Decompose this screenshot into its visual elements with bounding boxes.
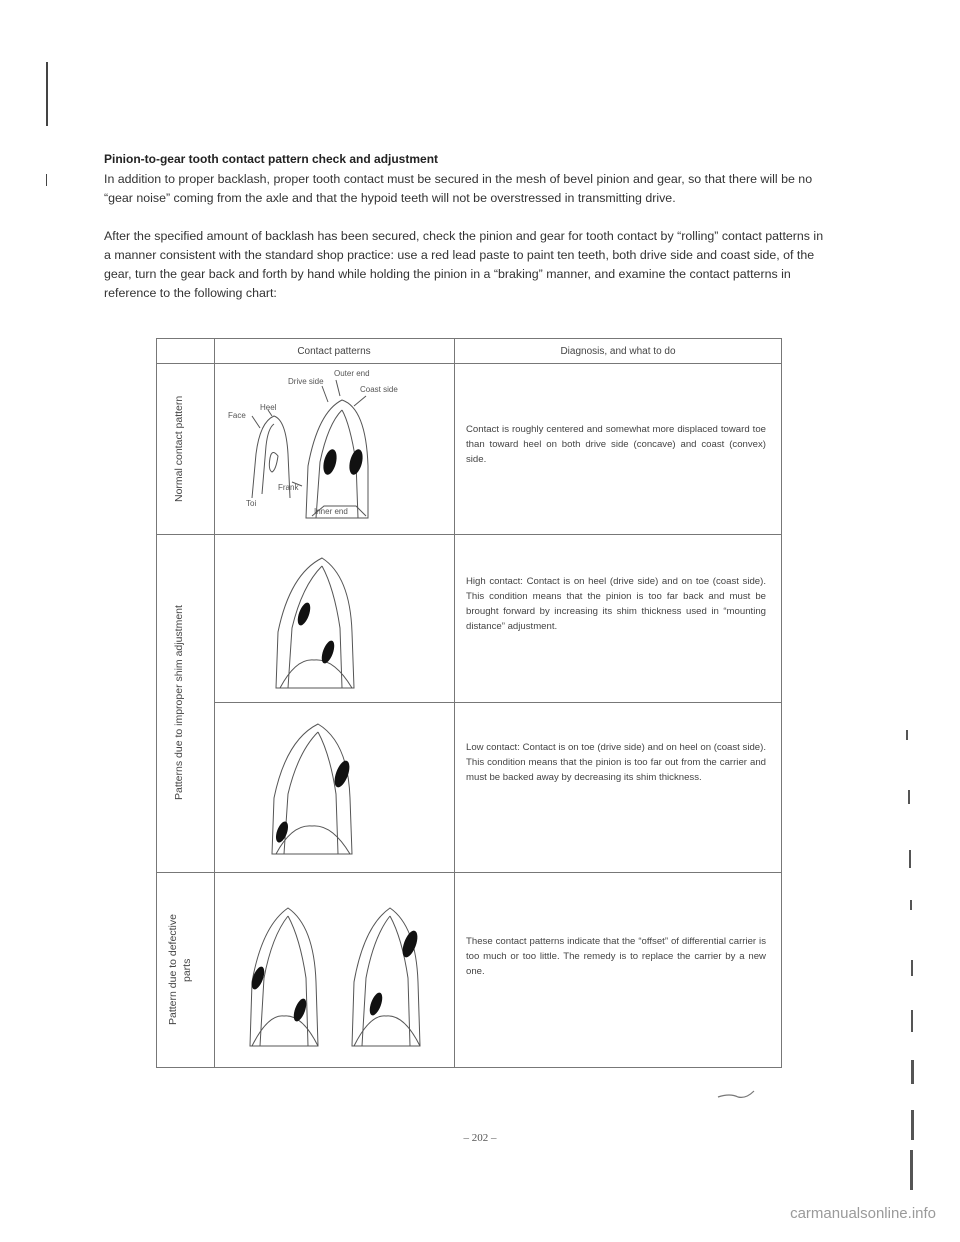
contact-pattern-chart bbox=[156, 338, 782, 1068]
paragraph-procedure: After the specified amount of backlash has been secured, check the pinion and gear for tooth contact by “rolling” contact patterns in a manner consistent with the standard shop practice: use a red lead paste to paint ten teeth, both drive side and coast side, of the gear, turn the gear back and forth by hand while holding the pinion in a “braking” manner, and examine the contact patterns in reference to the following chart: bbox=[104, 229, 824, 300]
row-divider bbox=[156, 872, 782, 873]
row-label-normal: Normal contact pattern bbox=[173, 395, 185, 503]
header-contact-patterns: Contact patterns bbox=[297, 346, 371, 357]
diagnosis-normal: Contact is roughly centered and somewhat more displaced toward toe than toward heel on both drive side (concave) and coast (convex) side. bbox=[466, 424, 766, 465]
page-number: – 202 – bbox=[463, 1132, 497, 1144]
label-coast-side: Coast side bbox=[360, 385, 398, 394]
margin-scan-artifacts bbox=[898, 640, 928, 1200]
section-heading: Pinion-to-gear tooth contact pattern check and adjustment bbox=[104, 152, 439, 166]
scribble-mark bbox=[716, 1088, 756, 1106]
label-frank: Frank bbox=[278, 483, 299, 492]
watermark: carmanualsonline.info bbox=[790, 1205, 936, 1222]
row-divider-sub bbox=[214, 702, 782, 703]
offset-pattern-diagrams bbox=[236, 886, 454, 1062]
label-heel: Heel bbox=[260, 403, 277, 412]
diagnosis-offset: These contact patterns indicate that the “offset” of differential carrier is too much or too little. The remedy is to replace the carrier by a new one. bbox=[466, 936, 766, 977]
label-toe: Toi bbox=[246, 499, 257, 508]
label-face: Face bbox=[228, 411, 246, 420]
label-inner-end: Inner end bbox=[314, 507, 348, 516]
pattern-column-divider bbox=[454, 338, 455, 1068]
label-outer-end: Outer end bbox=[334, 369, 370, 378]
label-drive-side: Drive side bbox=[288, 377, 324, 386]
high-contact-diagram bbox=[256, 548, 396, 698]
header-diagnosis: Diagnosis, and what to do bbox=[560, 346, 676, 357]
paragraph-intro: In addition to proper backlash, proper tooth contact must be secured in the mesh of bevel pinion and gear, so that there will be no “gear noise” coming from the axle and that the hypoid teeth will not be overstressed in transmitting drive. bbox=[104, 172, 813, 205]
scan-artifact-mark bbox=[46, 174, 47, 186]
table-top-border bbox=[156, 338, 782, 339]
table-left-border bbox=[156, 338, 157, 1068]
table-bottom-border bbox=[156, 1067, 782, 1068]
table-right-border bbox=[781, 338, 782, 1068]
normal-pattern-diagram bbox=[216, 366, 454, 532]
row-label-shim: Patterns due to improper shim adjustment bbox=[173, 605, 185, 801]
diagnosis-low-contact: Low contact: Contact is on toe (drive side) and on heel on (coast side). This condition means that the pinion is too far out from the carrier and must be backed away by decreasing its shim thickness. bbox=[466, 742, 766, 783]
table-header-divider bbox=[156, 363, 782, 364]
low-contact-diagram bbox=[256, 714, 396, 864]
scan-artifact-line bbox=[46, 62, 48, 126]
diagnosis-high-contact: High contact: Contact is on heel (drive side) and on toe (coast side). This condition means that the pinion is too far back and must be brought forward by increasing its shim thickness used in “mounting distance” adjustment. bbox=[466, 576, 766, 632]
label-column-divider bbox=[214, 338, 215, 1068]
row-divider bbox=[156, 534, 782, 535]
row-label-defective: Pattern due to defective parts bbox=[167, 914, 193, 1026]
